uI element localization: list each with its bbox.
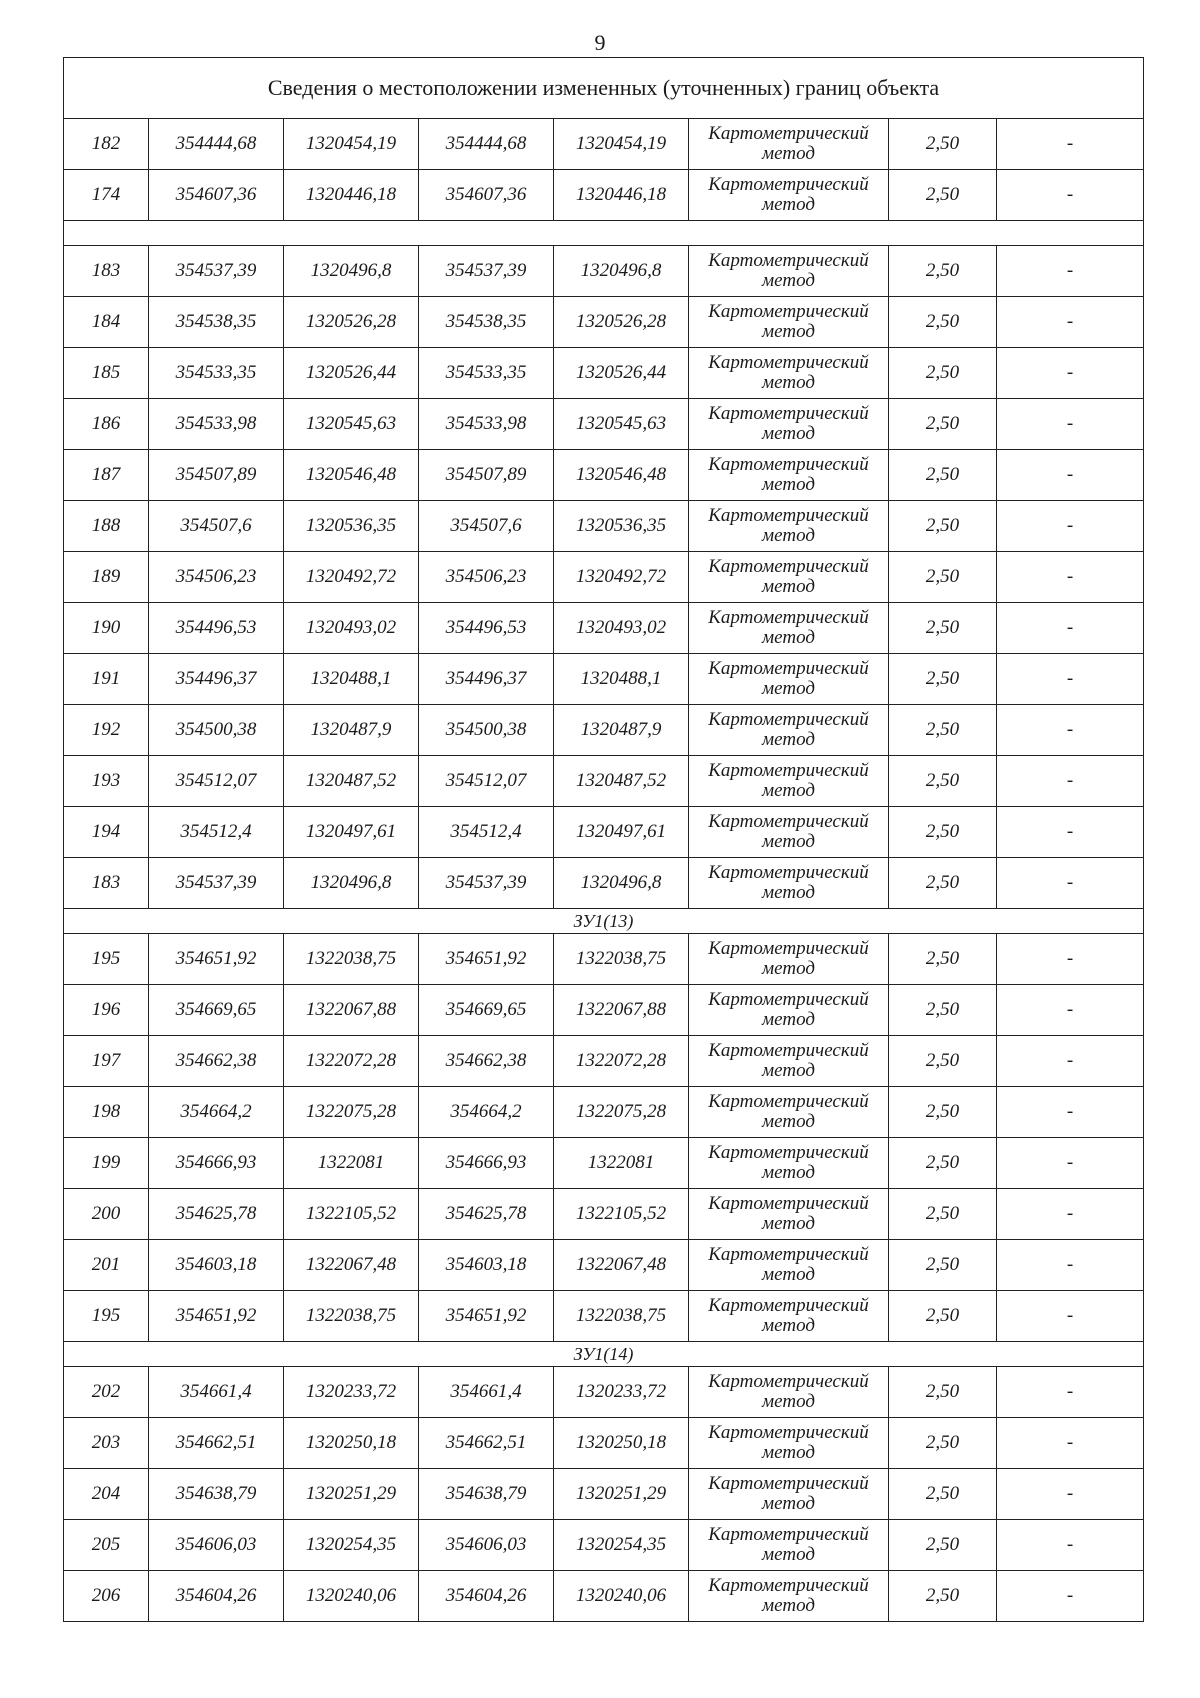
method-cell: Картометрический метод: [689, 399, 889, 450]
refined-x-cell: 354500,38: [419, 705, 554, 756]
existing-y-cell: 1320493,02: [284, 603, 419, 654]
existing-y-cell: 1320251,29: [284, 1469, 419, 1520]
existing-y-cell: 1320546,48: [284, 450, 419, 501]
table-row: [64, 450, 1144, 501]
existing-x-cell: 354537,39: [149, 246, 284, 297]
method-cell: Картометрический метод: [689, 603, 889, 654]
refined-y-cell: 1320446,18: [554, 170, 689, 221]
existing-x-cell: 354507,89: [149, 450, 284, 501]
existing-x-cell: 354625,78: [149, 1189, 284, 1240]
existing-y-cell: 1320254,35: [284, 1520, 419, 1571]
accuracy-cell: 2,50: [889, 348, 997, 399]
description-cell: -: [997, 858, 1144, 909]
table-row: [64, 1520, 1144, 1571]
section-label: ЗУ1(13): [64, 909, 1144, 934]
method-cell: Картометрический метод: [689, 934, 889, 985]
method-cell: Картометрический метод: [689, 552, 889, 603]
description-cell: -: [997, 705, 1144, 756]
description-cell: -: [997, 1367, 1144, 1418]
existing-x-cell: 354500,38: [149, 705, 284, 756]
accuracy-cell: 2,50: [889, 1138, 997, 1189]
existing-x-cell: 354662,51: [149, 1418, 284, 1469]
point-number-cell: 195: [64, 1291, 149, 1342]
description-cell: -: [997, 1469, 1144, 1520]
method-cell: Картометрический метод: [689, 756, 889, 807]
description-cell: -: [997, 1571, 1144, 1622]
table-row: [64, 119, 1144, 170]
refined-x-cell: 354625,78: [419, 1189, 554, 1240]
refined-x-cell: 354664,2: [419, 1087, 554, 1138]
existing-y-cell: 1320496,8: [284, 246, 419, 297]
refined-x-cell: 354607,36: [419, 170, 554, 221]
description-cell: -: [997, 654, 1144, 705]
refined-x-cell: 354496,37: [419, 654, 554, 705]
existing-y-cell: 1322081: [284, 1138, 419, 1189]
method-cell: Картометрический метод: [689, 1240, 889, 1291]
refined-y-cell: 1320492,72: [554, 552, 689, 603]
existing-x-cell: 354638,79: [149, 1469, 284, 1520]
existing-y-cell: 1322105,52: [284, 1189, 419, 1240]
method-cell: Картометрический метод: [689, 170, 889, 221]
description-cell: -: [997, 119, 1144, 170]
refined-x-cell: 354662,51: [419, 1418, 554, 1469]
existing-x-cell: 354606,03: [149, 1520, 284, 1571]
table-row: [64, 1189, 1144, 1240]
method-cell: Картометрический метод: [689, 985, 889, 1036]
refined-y-cell: 1322081: [554, 1138, 689, 1189]
existing-x-cell: 354651,92: [149, 1291, 284, 1342]
method-cell: Картометрический метод: [689, 1291, 889, 1342]
existing-y-cell: 1320496,8: [284, 858, 419, 909]
description-cell: -: [997, 756, 1144, 807]
existing-y-cell: 1320454,19: [284, 119, 419, 170]
method-cell: Картометрический метод: [689, 858, 889, 909]
existing-x-cell: 354506,23: [149, 552, 284, 603]
existing-y-cell: 1322038,75: [284, 934, 419, 985]
method-cell: Картометрический метод: [689, 1087, 889, 1138]
refined-x-cell: 354651,92: [419, 934, 554, 985]
existing-y-cell: 1320488,1: [284, 654, 419, 705]
description-cell: -: [997, 1138, 1144, 1189]
table-row: [64, 348, 1144, 399]
existing-y-cell: 1320536,35: [284, 501, 419, 552]
method-cell: Картометрический метод: [689, 654, 889, 705]
boundary-coordinates-table: [63, 57, 1144, 1622]
accuracy-cell: 2,50: [889, 858, 997, 909]
existing-x-cell: 354512,4: [149, 807, 284, 858]
description-cell: -: [997, 399, 1144, 450]
existing-x-cell: 354607,36: [149, 170, 284, 221]
description-cell: -: [997, 450, 1144, 501]
refined-y-cell: 1320251,29: [554, 1469, 689, 1520]
point-number-cell: 193: [64, 756, 149, 807]
accuracy-cell: 2,50: [889, 1087, 997, 1138]
table-row: [64, 934, 1144, 985]
accuracy-cell: 2,50: [889, 1240, 997, 1291]
refined-x-cell: 354638,79: [419, 1469, 554, 1520]
table-row: [64, 1291, 1144, 1342]
refined-y-cell: 1320497,61: [554, 807, 689, 858]
accuracy-cell: 2,50: [889, 1571, 997, 1622]
table-row: [64, 1367, 1144, 1418]
method-cell: Картометрический метод: [689, 1138, 889, 1189]
point-number-cell: 184: [64, 297, 149, 348]
accuracy-cell: 2,50: [889, 170, 997, 221]
description-cell: -: [997, 297, 1144, 348]
existing-x-cell: 354661,4: [149, 1367, 284, 1418]
existing-y-cell: 1320492,72: [284, 552, 419, 603]
existing-y-cell: 1322038,75: [284, 1291, 419, 1342]
accuracy-cell: 2,50: [889, 1189, 997, 1240]
point-number-cell: 174: [64, 170, 149, 221]
description-cell: -: [997, 934, 1144, 985]
refined-y-cell: 1320250,18: [554, 1418, 689, 1469]
existing-x-cell: 354537,39: [149, 858, 284, 909]
description-cell: -: [997, 1291, 1144, 1342]
accuracy-cell: 2,50: [889, 1367, 997, 1418]
point-number-cell: 203: [64, 1418, 149, 1469]
refined-y-cell: 1322072,28: [554, 1036, 689, 1087]
refined-y-cell: 1320487,9: [554, 705, 689, 756]
table-row: [64, 1036, 1144, 1087]
existing-y-cell: 1320240,06: [284, 1571, 419, 1622]
refined-x-cell: 354662,38: [419, 1036, 554, 1087]
accuracy-cell: 2,50: [889, 985, 997, 1036]
description-cell: -: [997, 552, 1144, 603]
table-row: [64, 985, 1144, 1036]
point-number-cell: 182: [64, 119, 149, 170]
refined-y-cell: 1320496,8: [554, 246, 689, 297]
refined-x-cell: 354651,92: [419, 1291, 554, 1342]
point-number-cell: 195: [64, 934, 149, 985]
existing-x-cell: 354444,68: [149, 119, 284, 170]
method-cell: Картометрический метод: [689, 450, 889, 501]
point-number-cell: 197: [64, 1036, 149, 1087]
table-title: Сведения о местоположении измененных (уточненных) границ объекта: [64, 58, 1144, 119]
description-cell: -: [997, 807, 1144, 858]
existing-y-cell: 1320526,44: [284, 348, 419, 399]
refined-x-cell: 354666,93: [419, 1138, 554, 1189]
description-cell: -: [997, 170, 1144, 221]
refined-x-cell: 354533,35: [419, 348, 554, 399]
table-title-row: [64, 58, 1144, 119]
refined-x-cell: 354512,07: [419, 756, 554, 807]
table-row: [64, 246, 1144, 297]
table-row: [64, 1138, 1144, 1189]
point-number-cell: 189: [64, 552, 149, 603]
refined-y-cell: 1322067,88: [554, 985, 689, 1036]
refined-y-cell: 1322038,75: [554, 934, 689, 985]
method-cell: Картометрический метод: [689, 1520, 889, 1571]
method-cell: Картометрический метод: [689, 705, 889, 756]
method-cell: Картометрический метод: [689, 246, 889, 297]
refined-y-cell: 1320546,48: [554, 450, 689, 501]
point-number-cell: 202: [64, 1367, 149, 1418]
existing-y-cell: 1320545,63: [284, 399, 419, 450]
point-number-cell: 186: [64, 399, 149, 450]
point-number-cell: 199: [64, 1138, 149, 1189]
accuracy-cell: 2,50: [889, 246, 997, 297]
table-row: [64, 1571, 1144, 1622]
point-number-cell: 185: [64, 348, 149, 399]
table-row: [64, 705, 1144, 756]
table-row: [64, 1469, 1144, 1520]
accuracy-cell: 2,50: [889, 603, 997, 654]
existing-x-cell: 354496,37: [149, 654, 284, 705]
table-row: [64, 603, 1144, 654]
existing-x-cell: 354533,35: [149, 348, 284, 399]
table-row: [64, 654, 1144, 705]
refined-y-cell: 1320254,35: [554, 1520, 689, 1571]
method-cell: Картометрический метод: [689, 1367, 889, 1418]
point-number-cell: 183: [64, 858, 149, 909]
refined-y-cell: 1320240,06: [554, 1571, 689, 1622]
existing-y-cell: 1322067,48: [284, 1240, 419, 1291]
refined-x-cell: 354512,4: [419, 807, 554, 858]
description-cell: -: [997, 348, 1144, 399]
accuracy-cell: 2,50: [889, 501, 997, 552]
existing-x-cell: 354538,35: [149, 297, 284, 348]
accuracy-cell: 2,50: [889, 756, 997, 807]
method-cell: Картометрический метод: [689, 501, 889, 552]
refined-y-cell: 1322105,52: [554, 1189, 689, 1240]
table-row: [64, 756, 1144, 807]
point-number-cell: 188: [64, 501, 149, 552]
existing-x-cell: 354603,18: [149, 1240, 284, 1291]
description-cell: -: [997, 603, 1144, 654]
refined-x-cell: 354661,4: [419, 1367, 554, 1418]
existing-x-cell: 354507,6: [149, 501, 284, 552]
accuracy-cell: 2,50: [889, 119, 997, 170]
existing-x-cell: 354651,92: [149, 934, 284, 985]
existing-y-cell: 1322075,28: [284, 1087, 419, 1138]
refined-x-cell: 354606,03: [419, 1520, 554, 1571]
method-cell: Картометрический метод: [689, 297, 889, 348]
existing-x-cell: 354496,53: [149, 603, 284, 654]
description-cell: -: [997, 1240, 1144, 1291]
point-number-cell: 201: [64, 1240, 149, 1291]
description-cell: -: [997, 1520, 1144, 1571]
existing-y-cell: 1320487,52: [284, 756, 419, 807]
point-number-cell: 200: [64, 1189, 149, 1240]
refined-y-cell: 1320545,63: [554, 399, 689, 450]
refined-y-cell: 1320487,52: [554, 756, 689, 807]
description-cell: -: [997, 246, 1144, 297]
point-number-cell: 183: [64, 246, 149, 297]
table-row: [64, 501, 1144, 552]
method-cell: Картометрический метод: [689, 1571, 889, 1622]
accuracy-cell: 2,50: [889, 1520, 997, 1571]
point-number-cell: 205: [64, 1520, 149, 1571]
existing-x-cell: 354662,38: [149, 1036, 284, 1087]
description-cell: -: [997, 1087, 1144, 1138]
section-separator-row: [64, 909, 1144, 934]
section-separator-row: [64, 221, 1144, 246]
refined-y-cell: 1320496,8: [554, 858, 689, 909]
existing-y-cell: 1320526,28: [284, 297, 419, 348]
table-row: [64, 552, 1144, 603]
existing-y-cell: 1320487,9: [284, 705, 419, 756]
refined-x-cell: 354507,89: [419, 450, 554, 501]
existing-y-cell: 1320233,72: [284, 1367, 419, 1418]
method-cell: Картометрический метод: [689, 119, 889, 170]
accuracy-cell: 2,50: [889, 552, 997, 603]
refined-y-cell: 1320526,28: [554, 297, 689, 348]
description-cell: -: [997, 985, 1144, 1036]
table-row: [64, 1087, 1144, 1138]
refined-y-cell: 1322075,28: [554, 1087, 689, 1138]
existing-y-cell: 1320250,18: [284, 1418, 419, 1469]
method-cell: Картометрический метод: [689, 1418, 889, 1469]
refined-x-cell: 354496,53: [419, 603, 554, 654]
refined-x-cell: 354537,39: [419, 246, 554, 297]
accuracy-cell: 2,50: [889, 1418, 997, 1469]
accuracy-cell: 2,50: [889, 807, 997, 858]
accuracy-cell: 2,50: [889, 1036, 997, 1087]
refined-y-cell: 1320536,35: [554, 501, 689, 552]
accuracy-cell: 2,50: [889, 1291, 997, 1342]
refined-y-cell: 1320454,19: [554, 119, 689, 170]
point-number-cell: 194: [64, 807, 149, 858]
refined-x-cell: 354603,18: [419, 1240, 554, 1291]
point-number-cell: 187: [64, 450, 149, 501]
point-number-cell: 191: [64, 654, 149, 705]
refined-y-cell: 1320526,44: [554, 348, 689, 399]
accuracy-cell: 2,50: [889, 705, 997, 756]
refined-x-cell: 354669,65: [419, 985, 554, 1036]
accuracy-cell: 2,50: [889, 1469, 997, 1520]
existing-x-cell: 354512,07: [149, 756, 284, 807]
table-row: [64, 170, 1144, 221]
refined-y-cell: 1320488,1: [554, 654, 689, 705]
refined-y-cell: 1322038,75: [554, 1291, 689, 1342]
method-cell: Картометрический метод: [689, 1189, 889, 1240]
table-row: [64, 858, 1144, 909]
method-cell: Картометрический метод: [689, 1469, 889, 1520]
description-cell: -: [997, 1418, 1144, 1469]
existing-y-cell: 1320497,61: [284, 807, 419, 858]
method-cell: Картометрический метод: [689, 348, 889, 399]
description-cell: -: [997, 501, 1144, 552]
existing-y-cell: 1322067,88: [284, 985, 419, 1036]
point-number-cell: 190: [64, 603, 149, 654]
existing-x-cell: 354604,26: [149, 1571, 284, 1622]
point-number-cell: 204: [64, 1469, 149, 1520]
refined-x-cell: 354533,98: [419, 399, 554, 450]
refined-y-cell: 1320493,02: [554, 603, 689, 654]
existing-x-cell: 354533,98: [149, 399, 284, 450]
refined-x-cell: 354506,23: [419, 552, 554, 603]
accuracy-cell: 2,50: [889, 297, 997, 348]
table-row: [64, 399, 1144, 450]
description-cell: -: [997, 1189, 1144, 1240]
point-number-cell: 192: [64, 705, 149, 756]
accuracy-cell: 2,50: [889, 934, 997, 985]
table-row: [64, 1240, 1144, 1291]
refined-x-cell: 354507,6: [419, 501, 554, 552]
point-number-cell: 198: [64, 1087, 149, 1138]
existing-y-cell: 1322072,28: [284, 1036, 419, 1087]
accuracy-cell: 2,50: [889, 399, 997, 450]
method-cell: Картометрический метод: [689, 1036, 889, 1087]
existing-x-cell: 354666,93: [149, 1138, 284, 1189]
table-row: [64, 1418, 1144, 1469]
refined-y-cell: 1320233,72: [554, 1367, 689, 1418]
refined-x-cell: 354444,68: [419, 119, 554, 170]
existing-x-cell: 354669,65: [149, 985, 284, 1036]
section-separator-row: [64, 1342, 1144, 1367]
section-label: [64, 221, 1144, 246]
method-cell: Картометрический метод: [689, 807, 889, 858]
section-label: ЗУ1(14): [64, 1342, 1144, 1367]
table-row: [64, 807, 1144, 858]
page-number: 9: [594, 30, 606, 55]
accuracy-cell: 2,50: [889, 654, 997, 705]
point-number-cell: 196: [64, 985, 149, 1036]
table-row: [64, 297, 1144, 348]
accuracy-cell: 2,50: [889, 450, 997, 501]
refined-y-cell: 1322067,48: [554, 1240, 689, 1291]
refined-x-cell: 354538,35: [419, 297, 554, 348]
refined-x-cell: 354604,26: [419, 1571, 554, 1622]
existing-y-cell: 1320446,18: [284, 170, 419, 221]
existing-x-cell: 354664,2: [149, 1087, 284, 1138]
description-cell: -: [997, 1036, 1144, 1087]
point-number-cell: 206: [64, 1571, 149, 1622]
refined-x-cell: 354537,39: [419, 858, 554, 909]
